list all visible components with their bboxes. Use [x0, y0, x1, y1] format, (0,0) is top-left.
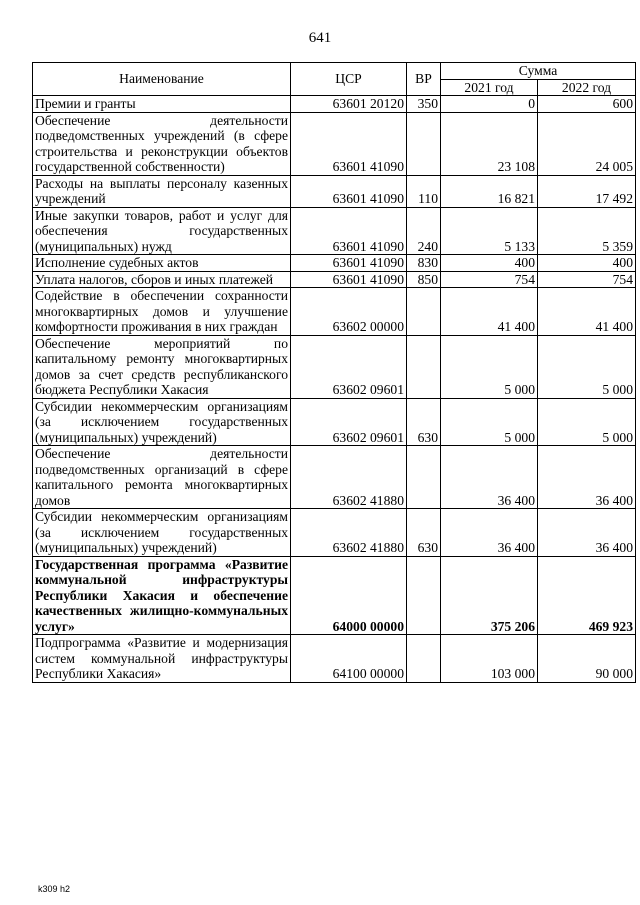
cell-name: Премии и гранты	[33, 96, 291, 113]
header-name: Наименование	[33, 63, 291, 96]
cell-vr: 830	[407, 255, 441, 272]
cell-csr: 63601 41090	[291, 255, 407, 272]
cell-name: Обеспечение деятельности подведомственных учреждений (в сфере строительства и реконструкции объектов государственной собственности)	[33, 112, 291, 175]
cell-vr	[407, 635, 441, 683]
cell-name: Содействие в обеспечении сохранности многоквартирных домов и улучшение комфортности проживания в них граждан	[33, 288, 291, 336]
cell-csr: 63601 41090	[291, 112, 407, 175]
header-csr: ЦСР	[291, 63, 407, 96]
cell-csr: 63602 00000	[291, 288, 407, 336]
table-row	[33, 635, 636, 683]
cell-name: Иные закупки товаров, работ и услуг для обеспечения государственных (муниципальных) нужд	[33, 207, 291, 255]
cell-name: Уплата налогов, сборов и иных платежей	[33, 271, 291, 288]
cell-2022: 41 400	[538, 288, 636, 336]
cell-name: Субсидии некоммерческим организациям (за исключением государственных (муниципальных) учреждений)	[33, 398, 291, 446]
cell-2022: 36 400	[538, 509, 636, 557]
cell-vr	[407, 288, 441, 336]
cell-2021: 41 400	[441, 288, 538, 336]
cell-csr: 63602 09601	[291, 335, 407, 398]
table-row	[33, 255, 636, 272]
cell-2021: 36 400	[441, 509, 538, 557]
cell-name: Подпрограмма «Развитие и модернизация систем коммунальной инфраструктуры Республики Хакасия»	[33, 635, 291, 683]
page-number: 641	[308, 30, 332, 46]
table-row	[33, 175, 636, 207]
cell-2021: 0	[441, 96, 538, 113]
cell-csr: 63601 20120	[291, 96, 407, 113]
cell-2022: 400	[538, 255, 636, 272]
cell-2021: 5 000	[441, 398, 538, 446]
cell-vr: 110	[407, 175, 441, 207]
cell-vr	[407, 112, 441, 175]
table-row	[33, 556, 636, 635]
cell-2022: 5 000	[538, 335, 636, 398]
table-row	[33, 398, 636, 446]
header-year-2021: 2021 год	[441, 79, 538, 96]
cell-2022: 90 000	[538, 635, 636, 683]
header-sum: Сумма	[441, 63, 636, 80]
cell-name: Государственная программа «Развитие коммунальной инфраструктуры Республики Хакасия и обеспечение качественных жилищно-коммунальных услуг»	[33, 556, 291, 635]
table-row	[33, 271, 636, 288]
table-row	[33, 335, 636, 398]
cell-csr: 63602 41880	[291, 509, 407, 557]
cell-csr: 64000 00000	[291, 556, 407, 635]
table-row	[33, 112, 636, 175]
cell-2022: 5 000	[538, 398, 636, 446]
cell-name: Обеспечение деятельности подведомственных организаций в сфере капитального ремонта многоквартирных домов	[33, 446, 291, 509]
cell-vr: 630	[407, 509, 441, 557]
cell-2021: 400	[441, 255, 538, 272]
cell-2021: 103 000	[441, 635, 538, 683]
cell-vr: 850	[407, 271, 441, 288]
cell-2021: 23 108	[441, 112, 538, 175]
cell-2021: 5 133	[441, 207, 538, 255]
cell-2021: 754	[441, 271, 538, 288]
cell-2021: 16 821	[441, 175, 538, 207]
footer-code: k309 h2	[38, 884, 71, 894]
cell-csr: 64100 00000	[291, 635, 407, 683]
table-row	[33, 96, 636, 113]
cell-vr: 350	[407, 96, 441, 113]
cell-2022: 754	[538, 271, 636, 288]
cell-2022: 469 923	[538, 556, 636, 635]
cell-2022: 600	[538, 96, 636, 113]
budget-table	[32, 62, 636, 683]
table-row	[33, 207, 636, 255]
cell-vr	[407, 335, 441, 398]
table-body	[33, 96, 636, 683]
table-row	[33, 446, 636, 509]
cell-csr: 63601 41090	[291, 271, 407, 288]
cell-2022: 36 400	[538, 446, 636, 509]
cell-vr	[407, 556, 441, 635]
cell-vr: 240	[407, 207, 441, 255]
cell-name: Расходы на выплаты персоналу казенных учреждений	[33, 175, 291, 207]
cell-2022: 5 359	[538, 207, 636, 255]
header-year-2022: 2022 год	[538, 79, 636, 96]
table-row	[33, 509, 636, 557]
cell-csr: 63601 41090	[291, 175, 407, 207]
cell-2021: 36 400	[441, 446, 538, 509]
cell-2021: 375 206	[441, 556, 538, 635]
cell-name: Исполнение судебных актов	[33, 255, 291, 272]
cell-name: Субсидии некоммерческим организациям (за исключением государственных (муниципальных) учреждений)	[33, 509, 291, 557]
cell-vr	[407, 446, 441, 509]
cell-2022: 24 005	[538, 112, 636, 175]
cell-csr: 63602 09601	[291, 398, 407, 446]
cell-csr: 63601 41090	[291, 207, 407, 255]
table-row	[33, 288, 636, 336]
cell-2022: 17 492	[538, 175, 636, 207]
cell-vr: 630	[407, 398, 441, 446]
cell-name: Обеспечение мероприятий по капитальному ремонту многоквартирных домов за счет средств республиканского бюджета Республики Хакасия	[33, 335, 291, 398]
header-vr: ВР	[407, 63, 441, 96]
cell-2021: 5 000	[441, 335, 538, 398]
cell-csr: 63602 41880	[291, 446, 407, 509]
